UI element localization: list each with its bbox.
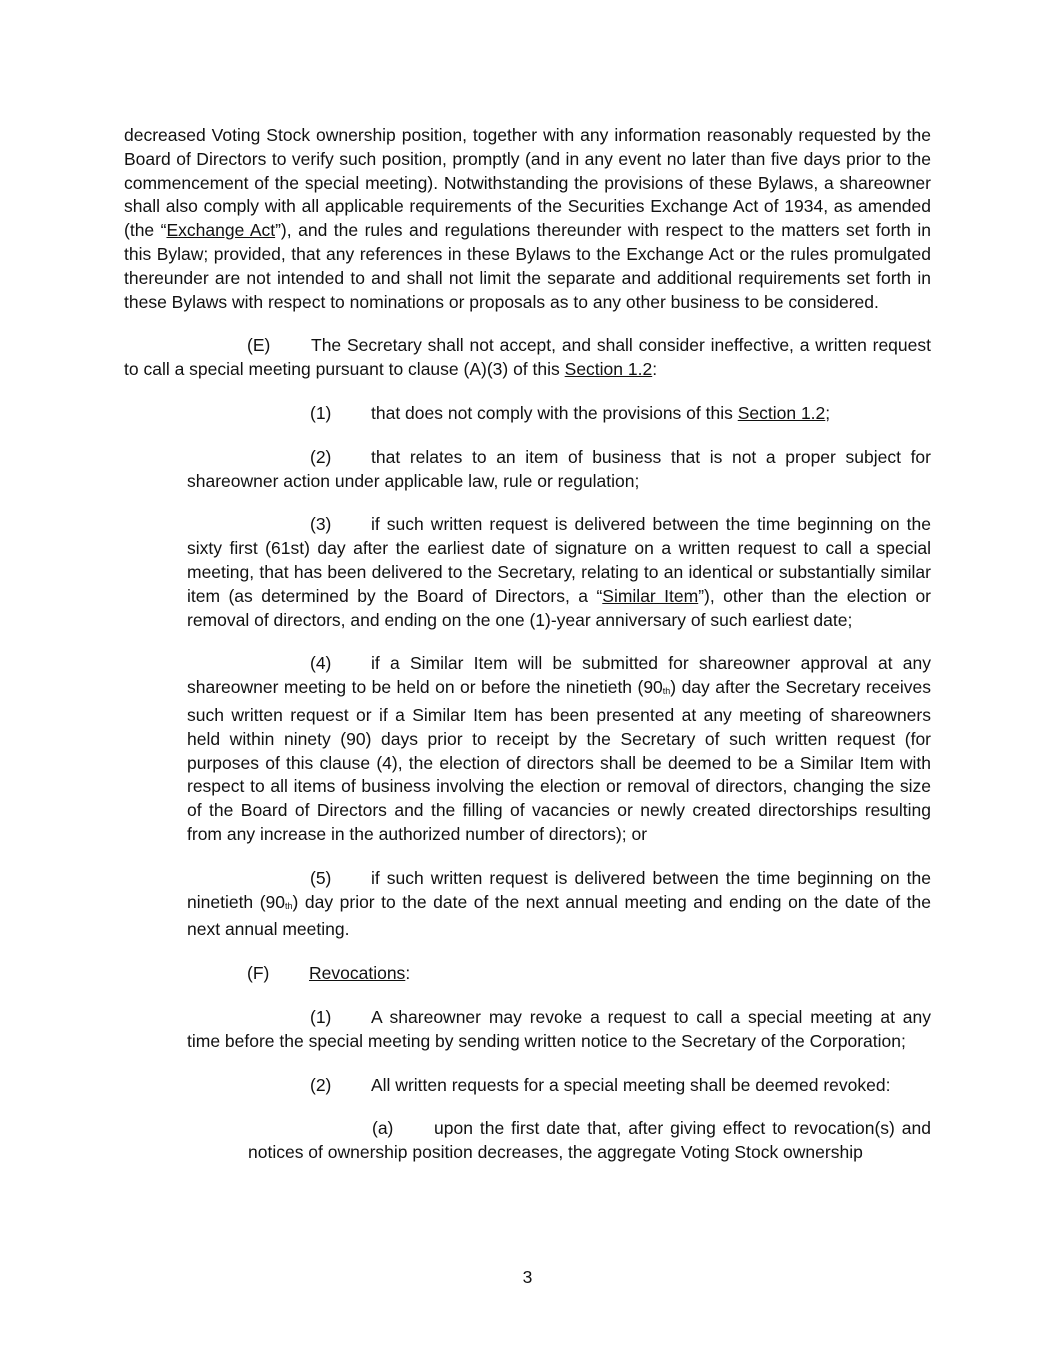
defined-term-similar-item: Similar Item <box>602 585 699 606</box>
clause-e-3: (3) if such written request is delivered between the time beginning on the sixty first (61st) day after the earliest date of signature on a written request to call a special meeting, that has been delivered to the Secretary, relating to an identical or substantially similar item (as determined by the Board of Directors, a “Similar Item”), other than the election or removal of directors, and ending on the one (1)-year anniversary of such earliest date; <box>187 514 932 630</box>
section-reference: Section 1.2 <box>564 359 653 380</box>
page-number: 3 <box>522 1267 533 1287</box>
clause-f-2: (2) All written requests for a special meeting shall be deemed revoked: <box>124 1074 931 1098</box>
intro-paragraph: decreased Voting Stock ownership position, together with any information reasonably requested by the Board of Directors to verify such position, promptly (and in any event no later than five days prior to the commencement of the special meeting). Notwithstanding the provisions of these Bylaws, a shareowner shall also comply with all applicable requirements of the Securities Exchange Act of 1934, as amended (the “Exchange Act”), and the rules and regulations thereunder with respect to the matters set forth in this Bylaw; provided, that any references in these Bylaws to the Exchange Act or the rules promulgated thereunder are not intended to and shall not limit the separate and additional requirements set forth in these Bylaws with respect to nominations or proposals as to any other business to be considered. <box>124 125 931 312</box>
section-e-paragraph: (E) The Secretary shall not accept, and shall consider ineffective, a written request to call a special meeting pursuant to clause (A)(3) of this Section 1.2: <box>124 335 931 380</box>
defined-term-exchange-act: Exchange Act <box>166 220 276 241</box>
clause-label: (2) <box>310 1074 332 1095</box>
clause-label: (3) <box>310 514 332 535</box>
clause-e-4: (4) if a Similar Item will be submitted for shareowner approval at any shareowner meeting to be held on or before the ninetieth (90th) day after the Secretary receives such written request or if a Similar Item has been presented at any meeting of shareowners held within ninety (90) days prior to receipt by the Secretary of such written request (for purposes of this clause (4), the election of directors shall be deemed to be a Similar Item with respect to all items of business involving the election or removal of directors, changing the size of the Board of Directors and the filling of vacancies or newly created directorships resulting from any increase in the authorized number of directors); or <box>187 653 931 844</box>
clause-label: (4) <box>310 653 332 674</box>
section-reference: Section 1.2 <box>737 402 826 423</box>
clause-label: (2) <box>310 446 332 467</box>
ordinal-suffix: th <box>285 900 293 911</box>
ordinal-suffix: th <box>662 686 671 697</box>
clause-e-1: (1) that does not comply with the provisions of this Section 1.2; <box>124 402 931 426</box>
clause-label: (1) <box>310 402 332 423</box>
clause-f-2-a: (a) upon the first date that, after giving effect to revocation(s) and notices of ownership position decreases, the aggregate Voting Stock ownership <box>248 1118 931 1163</box>
clause-f-1: (1) A shareowner may revoke a request to call a special meeting at any time before the special meeting by sending written notice to the Secretary of the Corporation; <box>187 1006 931 1051</box>
document-body <box>124 124 931 1165</box>
revocations-heading: Revocations <box>309 963 406 984</box>
section-e-label: (E) <box>247 335 271 356</box>
clause-e-2: (2) that relates to an item of business that is not a proper subject for shareowner action under applicable law, rule or regulation; <box>187 446 931 491</box>
clause-label: (a) <box>372 1118 394 1139</box>
section-f-heading: (F) Revocations: <box>124 962 931 986</box>
clause-label: (1) <box>310 1006 332 1027</box>
clause-label: (5) <box>310 867 332 888</box>
section-f-label: (F) <box>247 963 270 984</box>
clause-e-5: (5) if such written request is delivered between the time beginning on the ninetieth (90th) day prior to the date of the next annual meeting and ending on the date of the next annual meeting. <box>187 867 931 940</box>
